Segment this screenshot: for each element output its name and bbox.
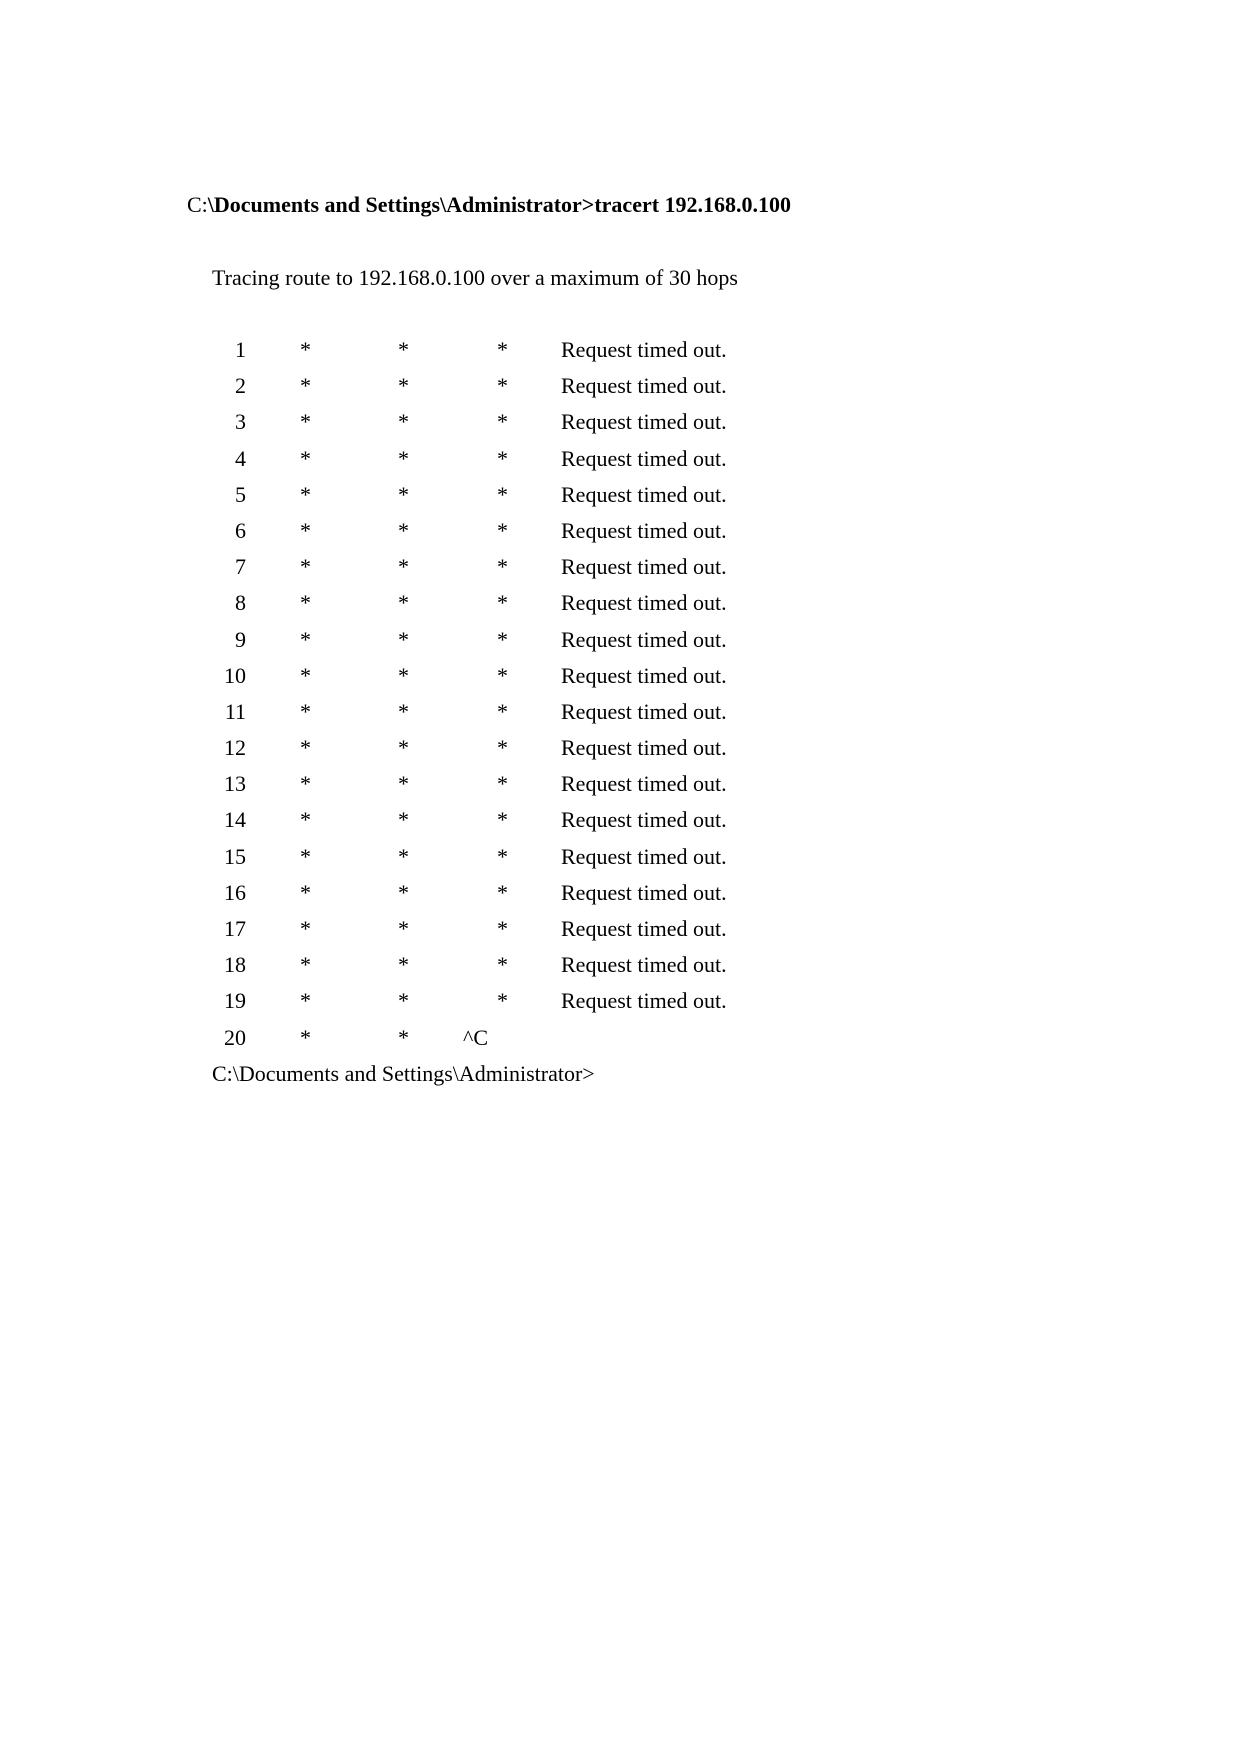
- probe-2: *: [398, 952, 409, 978]
- probe-1: *: [300, 807, 311, 833]
- probe-1: *: [300, 952, 311, 978]
- probe-3: *: [497, 337, 508, 362]
- hop-row: [0, 986, 1241, 1022]
- hop-number: 10: [224, 662, 246, 688]
- hop-number: 18: [224, 952, 246, 978]
- probe-1: *: [300, 988, 311, 1014]
- hop-status: Request timed out.: [561, 698, 727, 724]
- hop-status: Request timed out.: [561, 988, 727, 1014]
- tracert-command-line: [187, 190, 791, 220]
- probe-1: *: [300, 735, 311, 761]
- probe-2: *: [398, 735, 409, 761]
- hop-number: 4: [235, 445, 246, 471]
- hop-status: Request timed out.: [561, 916, 727, 941]
- probe-1: *: [300, 1024, 311, 1050]
- probe-3: *: [497, 879, 508, 905]
- hop-row: [0, 950, 1241, 986]
- hop-row: [0, 552, 1241, 588]
- probe-2: *: [398, 373, 409, 399]
- hop-status: Request timed out.: [561, 409, 727, 435]
- hop-status: Request timed out.: [561, 879, 727, 905]
- hop-status: Request timed out.: [561, 445, 727, 471]
- probe-3: ^C: [463, 1024, 488, 1050]
- probe-2: *: [398, 409, 409, 435]
- probe-3: *: [497, 662, 508, 688]
- hop-row: [0, 588, 1241, 624]
- hop-number: 2: [235, 373, 246, 399]
- hop-row: [0, 516, 1241, 552]
- hop-row: [0, 842, 1241, 878]
- hop-number: 17: [224, 916, 246, 941]
- probe-3: *: [497, 590, 508, 616]
- hop-number: 9: [235, 626, 246, 652]
- probe-3: *: [497, 771, 508, 797]
- command-drive-prefix: C:: [187, 192, 208, 217]
- hop-status: Request timed out.: [561, 662, 727, 688]
- probe-2: *: [398, 698, 409, 724]
- probe-1: *: [300, 879, 311, 905]
- hop-row: [0, 661, 1241, 697]
- hop-number: 13: [224, 771, 246, 797]
- hop-number: 12: [224, 735, 246, 761]
- hop-number: 11: [224, 698, 246, 724]
- probe-1: *: [300, 481, 311, 507]
- probe-2: *: [398, 916, 409, 941]
- hop-number: 14: [224, 807, 246, 833]
- hop-number: 3: [235, 409, 246, 435]
- hop-row: [0, 625, 1241, 661]
- probe-3: *: [497, 807, 508, 833]
- probe-2: *: [398, 843, 409, 869]
- probe-1: *: [300, 662, 311, 688]
- probe-3: *: [497, 409, 508, 435]
- hop-status: Request timed out.: [561, 337, 727, 362]
- hop-number: 8: [235, 590, 246, 616]
- hop-number: 6: [235, 517, 246, 543]
- probe-3: *: [497, 554, 508, 580]
- probe-3: *: [497, 698, 508, 724]
- probe-2: *: [398, 988, 409, 1014]
- hop-number: 16: [224, 879, 246, 905]
- probe-3: *: [497, 735, 508, 761]
- probe-1: *: [300, 517, 311, 543]
- hop-row: [0, 914, 1241, 950]
- probe-2: *: [398, 554, 409, 580]
- probe-3: *: [497, 916, 508, 941]
- hop-row: [0, 444, 1241, 480]
- probe-1: *: [300, 590, 311, 616]
- hop-number: 20: [224, 1024, 246, 1050]
- hop-status: Request timed out.: [561, 626, 727, 652]
- hop-row: [0, 733, 1241, 769]
- hop-row: [0, 371, 1241, 407]
- hop-number: 15: [224, 843, 246, 869]
- probe-1: *: [300, 373, 311, 399]
- hop-row: [0, 1023, 1241, 1059]
- hop-status: Request timed out.: [561, 554, 727, 580]
- probe-1: *: [300, 626, 311, 652]
- probe-1: *: [300, 409, 311, 435]
- hop-status: Request timed out.: [561, 590, 727, 616]
- probe-1: *: [300, 916, 311, 941]
- probe-3: *: [497, 517, 508, 543]
- hop-list: [0, 335, 1241, 1059]
- hop-row: [0, 407, 1241, 443]
- hop-status: Request timed out.: [561, 373, 727, 399]
- hop-status: Request timed out.: [561, 517, 727, 543]
- probe-2: *: [398, 517, 409, 543]
- hop-number: 7: [235, 554, 246, 580]
- probe-2: *: [398, 337, 409, 362]
- trace-header: Tracing route to 192.168.0.100 over a maximum of 30 hops: [212, 265, 738, 290]
- probe-1: *: [300, 843, 311, 869]
- hop-number: 5: [235, 481, 246, 507]
- hop-status: Request timed out.: [561, 843, 727, 869]
- hop-status: Request timed out.: [561, 481, 727, 507]
- hop-status: Request timed out.: [561, 952, 727, 978]
- probe-2: *: [398, 590, 409, 616]
- hop-number: 19: [224, 988, 246, 1014]
- probe-3: *: [497, 481, 508, 507]
- probe-2: *: [398, 1024, 409, 1050]
- probe-2: *: [398, 626, 409, 652]
- hop-row: [0, 769, 1241, 805]
- probe-3: *: [497, 843, 508, 869]
- hop-number: 1: [235, 337, 246, 362]
- probe-3: *: [497, 952, 508, 978]
- probe-2: *: [398, 662, 409, 688]
- probe-2: *: [398, 807, 409, 833]
- hop-status: Request timed out.: [561, 771, 727, 797]
- probe-1: *: [300, 445, 311, 471]
- hop-row: [0, 878, 1241, 914]
- hop-row: [0, 697, 1241, 733]
- probe-1: *: [300, 554, 311, 580]
- hop-status: Request timed out.: [561, 807, 727, 833]
- probe-1: *: [300, 337, 311, 362]
- probe-1: *: [300, 698, 311, 724]
- probe-3: *: [497, 626, 508, 652]
- hop-row: [0, 805, 1241, 841]
- command-text: \Documents and Settings\Administrator>tracert 192.168.0.100: [207, 192, 792, 217]
- probe-2: *: [398, 445, 409, 471]
- hop-status: Request timed out.: [561, 735, 727, 761]
- final-prompt: C:\Documents and Settings\Administrator>: [212, 1061, 595, 1086]
- hop-row: [0, 335, 1241, 371]
- probe-1: *: [300, 771, 311, 797]
- probe-2: *: [398, 481, 409, 507]
- probe-2: *: [398, 879, 409, 905]
- probe-3: *: [497, 445, 508, 471]
- probe-3: *: [497, 988, 508, 1014]
- probe-2: *: [398, 771, 409, 797]
- hop-row: [0, 480, 1241, 516]
- probe-3: *: [497, 373, 508, 399]
